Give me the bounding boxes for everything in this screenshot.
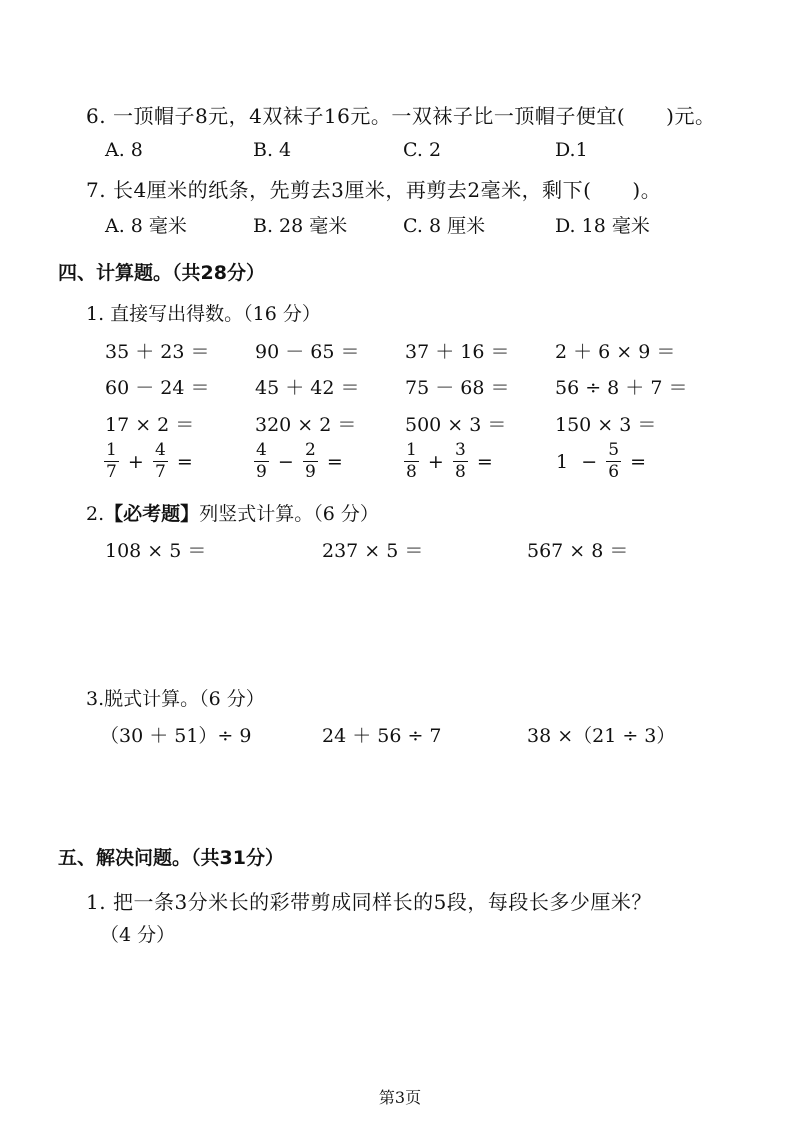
fraction-expression: $\frac{1}{7}$ + $\frac{4}{7}$ = bbox=[106, 440, 193, 482]
fraction-expression: 1 − $\frac{5}{6}$ = bbox=[556, 440, 647, 482]
section-5-title: 五、解决问题。（共31分） bbox=[58, 847, 284, 869]
stepwise-calc-item: 24 ＋ 56 ÷ 7 bbox=[322, 725, 442, 747]
stepwise-calc-item: 38 ×（21 ÷ 3） bbox=[527, 725, 676, 747]
fraction: $\frac{5}{6}$ bbox=[608, 440, 620, 482]
mental-calc-item: 45 ＋ 42 ＝ bbox=[255, 377, 360, 399]
fraction: $\frac{3}{8}$ bbox=[454, 440, 466, 482]
mental-calc-item: 500 × 3 ＝ bbox=[405, 414, 507, 436]
mental-calc-item: 2 ＋ 6 × 9 ＝ bbox=[555, 341, 676, 363]
vertical-calc-item: 237 × 5 ＝ bbox=[322, 540, 424, 562]
mental-calc-item: 60 － 24 ＝ bbox=[105, 377, 210, 399]
q7-option-b: B. 28 毫米 bbox=[253, 215, 348, 237]
q6-option-a: A. 8 bbox=[105, 139, 143, 161]
stepwise-calc-item: （30 ＋ 51）÷ 9 bbox=[100, 725, 252, 747]
mental-calc-item: 17 × 2 ＝ bbox=[105, 414, 195, 436]
section-4-sub1-title: 1. 直接写出得数。（16 分） bbox=[86, 303, 321, 325]
word-problem-1: 1. 把一条3分米长的彩带剪成同样长的5段，每段长多少厘米？ bbox=[86, 890, 652, 914]
q6-option-d: D.1 bbox=[555, 139, 588, 161]
fraction: $\frac{4}{9}$ bbox=[256, 440, 267, 482]
q7-option-c: C. 8 厘米 bbox=[403, 215, 486, 237]
word-problem-1-score: （4 分） bbox=[100, 924, 176, 946]
mental-calc-item: 90 － 65 ＝ bbox=[255, 341, 360, 363]
fraction: $\frac{4}{7}$ bbox=[154, 440, 166, 482]
fraction: $\frac{1}{7}$ bbox=[106, 440, 117, 482]
vertical-calc-item: 108 × 5 ＝ bbox=[105, 540, 207, 562]
mental-calc-item: 35 ＋ 23 ＝ bbox=[105, 341, 210, 363]
mental-calc-item: 320 × 2 ＝ bbox=[255, 414, 357, 436]
q7-option-a: A. 8 毫米 bbox=[105, 215, 187, 237]
required-tag: 必考题 bbox=[123, 503, 181, 525]
q7-option-d: D. 18 毫米 bbox=[555, 215, 650, 237]
fraction-expression: $\frac{4}{9}$ − $\frac{2}{9}$ = bbox=[256, 440, 343, 482]
vertical-calc-item: 567 × 8 ＝ bbox=[527, 540, 629, 562]
section-4-sub2-title: 2.【必考题】列竖式计算。（6 分） bbox=[86, 503, 379, 525]
fraction: $\frac{1}{8}$ bbox=[406, 440, 417, 482]
question-6-text: 6. 一顶帽子8元，4双袜子16元。一双袜子比一顶帽子便宜( )元。 bbox=[86, 104, 716, 128]
section-4-title: 四、计算题。（共28分） bbox=[58, 262, 265, 284]
mental-calc-item: 75 － 68 ＝ bbox=[405, 377, 510, 399]
mental-calc-item: 37 ＋ 16 ＝ bbox=[405, 341, 510, 363]
q6-option-c: C. 2 bbox=[403, 139, 442, 161]
fraction-expression: $\frac{1}{8}$ + $\frac{3}{8}$ = bbox=[406, 440, 493, 482]
q6-option-b: B. 4 bbox=[253, 139, 292, 161]
mental-calc-item: 150 × 3 ＝ bbox=[555, 414, 657, 436]
section-4-sub3-title: 3.脱式计算。（6 分） bbox=[86, 688, 265, 710]
page-number: 第3页 bbox=[378, 1088, 422, 1107]
mental-calc-item: 56 ÷ 8 ＋ 7 ＝ bbox=[555, 377, 688, 399]
question-7-text: 7. 长4厘米的纸条，先剪去3厘米，再剪去2毫米，剩下( )。 bbox=[86, 178, 662, 202]
fraction: $\frac{2}{9}$ bbox=[304, 440, 316, 482]
